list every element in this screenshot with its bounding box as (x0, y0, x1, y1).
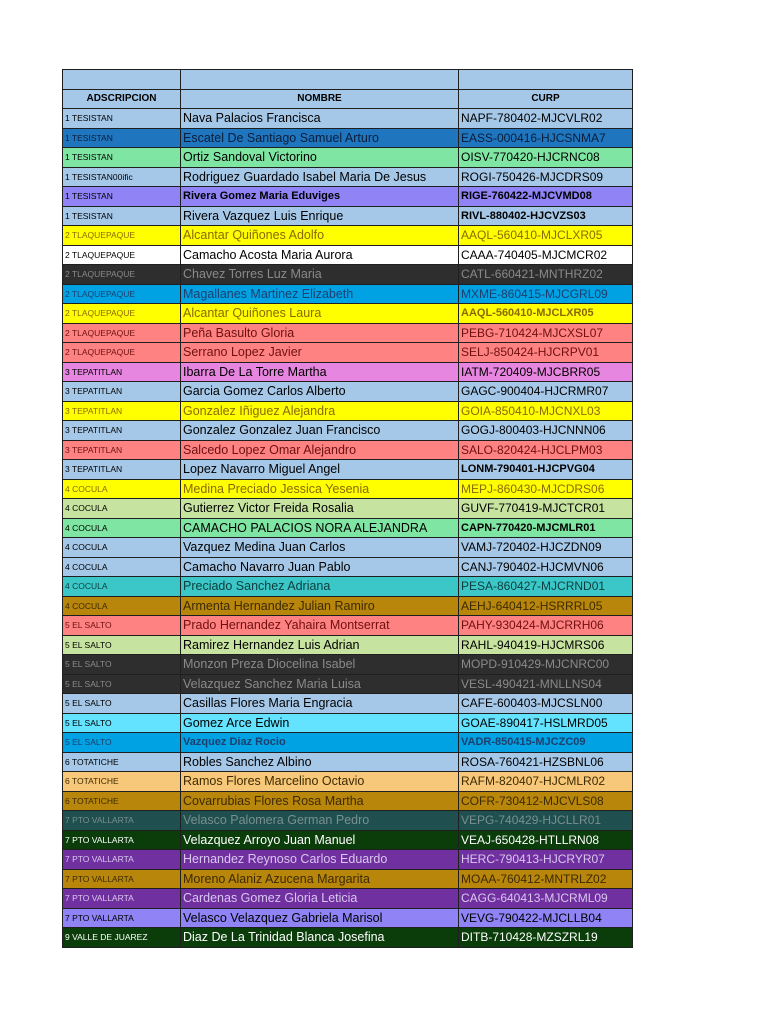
cell-adscripcion: 7 PTO VALLARTA (63, 811, 181, 831)
cell-adscripcion: 4 COCULA (63, 557, 181, 577)
cell-curp: CAAA-740405-MJCMCR02 (459, 245, 633, 265)
cell-curp: SALO-820424-HJCLPM03 (459, 440, 633, 460)
table-row (63, 440, 633, 460)
cell-nombre: Velazquez Sanchez Maria Luisa (181, 674, 459, 694)
empty-header-cell (63, 70, 181, 90)
cell-nombre: Nava Palacios Francisca (181, 109, 459, 129)
cell-curp: CAFE-600403-MJCSLN00 (459, 694, 633, 714)
cell-curp: CAPN-770420-MJCMLR01 (459, 518, 633, 538)
cell-nombre: Ortiz Sandoval Victorino (181, 148, 459, 168)
cell-curp: RIVL-880402-HJCVZS03 (459, 206, 633, 226)
cell-curp: MOAA-760412-MNTRLZ02 (459, 869, 633, 889)
table-row (63, 518, 633, 538)
cell-adscripcion: 5 EL SALTO (63, 655, 181, 675)
cell-nombre: Serrano Lopez Javier (181, 343, 459, 363)
table-row (63, 869, 633, 889)
cell-nombre: Covarrubias Flores Rosa Martha (181, 791, 459, 811)
cell-nombre: Alcantar Quiñones Laura (181, 304, 459, 324)
cell-curp: VEPG-740429-HJCLLR01 (459, 811, 633, 831)
cell-adscripcion: 6 TOTATICHE (63, 752, 181, 772)
table-row (63, 811, 633, 831)
cell-adscripcion: 1 TESISTAN (63, 109, 181, 129)
cell-adscripcion: 1 TESISTAN (63, 206, 181, 226)
cell-nombre: Armenta Hernandez Julian Ramiro (181, 596, 459, 616)
cell-curp: PEBG-710424-MJCXSL07 (459, 323, 633, 343)
cell-adscripcion: 2 TLAQUEPAQUE (63, 226, 181, 246)
cell-curp: RAHL-940419-HJCMRS06 (459, 635, 633, 655)
table-row (63, 382, 633, 402)
cell-adscripcion: 3 TEPATITLAN (63, 460, 181, 480)
cell-nombre: Gonzalez Iñiguez Alejandra (181, 401, 459, 421)
table-row (63, 713, 633, 733)
table-row (63, 733, 633, 753)
cell-adscripcion: 7 PTO VALLARTA (63, 889, 181, 909)
cell-nombre: Ramirez Hernandez Luis Adrian (181, 635, 459, 655)
cell-adscripcion: 5 EL SALTO (63, 713, 181, 733)
header-row (63, 89, 633, 109)
cell-curp: LONM-790401-HJCPVG04 (459, 460, 633, 480)
cell-adscripcion: 4 COCULA (63, 479, 181, 499)
table-row (63, 655, 633, 675)
cell-curp: VAMJ-720402-HJCZDN09 (459, 538, 633, 558)
table-row (63, 752, 633, 772)
cell-nombre: Velasco Velazquez Gabriela Marisol (181, 908, 459, 928)
cell-adscripcion: 1 TESISTAN (63, 148, 181, 168)
cell-nombre: Chavez Torres Luz Maria (181, 265, 459, 285)
cell-nombre: Hernandez Reynoso Carlos Eduardo (181, 850, 459, 870)
cell-nombre: Monzon Preza Diocelina Isabel (181, 655, 459, 675)
cell-adscripcion: 2 TLAQUEPAQUE (63, 245, 181, 265)
table-row (63, 772, 633, 792)
cell-curp: ROSA-760421-HZSBNL06 (459, 752, 633, 772)
cell-curp: AAQL-560410-MJCLXR05 (459, 304, 633, 324)
table-row (63, 830, 633, 850)
cell-adscripcion: 5 EL SALTO (63, 733, 181, 753)
cell-curp: CATL-660421-MNTHRZ02 (459, 265, 633, 285)
cell-nombre: Alcantar Quiñones Adolfo (181, 226, 459, 246)
table-row (63, 304, 633, 324)
cell-adscripcion: 2 TLAQUEPAQUE (63, 284, 181, 304)
cell-nombre: Preciado Sanchez Adriana (181, 577, 459, 597)
cell-curp: OISV-770420-HJCRNC08 (459, 148, 633, 168)
table-row (63, 187, 633, 207)
cell-nombre: Rodriguez Guardado Isabel Maria De Jesus (181, 167, 459, 187)
table-row (63, 245, 633, 265)
cell-nombre: Ibarra De La Torre Martha (181, 362, 459, 382)
cell-curp: DITB-710428-MZSZRL19 (459, 928, 633, 948)
cell-curp: GUVF-770419-MJCTCR01 (459, 499, 633, 519)
table-row (63, 226, 633, 246)
cell-adscripcion: 3 TEPATITLAN (63, 362, 181, 382)
cell-adscripcion: 3 TEPATITLAN (63, 382, 181, 402)
cell-nombre: Vazquez Medina Juan Carlos (181, 538, 459, 558)
cell-nombre: Garcia Gomez Carlos Alberto (181, 382, 459, 402)
cell-curp: EASS-000416-HJCSNMA7 (459, 128, 633, 148)
cell-adscripcion: 7 PTO VALLARTA (63, 830, 181, 850)
table-row (63, 577, 633, 597)
cell-adscripcion: 2 TLAQUEPAQUE (63, 323, 181, 343)
cell-curp: IATM-720409-MJCBRR05 (459, 362, 633, 382)
table-row (63, 908, 633, 928)
cell-nombre: Rivera Vazquez Luis Enrique (181, 206, 459, 226)
table-row (63, 499, 633, 519)
cell-adscripcion: 4 COCULA (63, 499, 181, 519)
table-row (63, 148, 633, 168)
cell-nombre: Velazquez Arroyo Juan Manuel (181, 830, 459, 850)
table-row (63, 323, 633, 343)
table-row (63, 674, 633, 694)
cell-curp: GAGC-900404-HJCRMR07 (459, 382, 633, 402)
table-row (63, 343, 633, 363)
cell-nombre: Rivera Gomez Maria Eduviges (181, 187, 459, 207)
cell-curp: NAPF-780402-MJCVLR02 (459, 109, 633, 129)
header-curp: CURP (459, 89, 633, 109)
cell-adscripcion: 7 PTO VALLARTA (63, 908, 181, 928)
cell-adscripcion: 2 TLAQUEPAQUE (63, 343, 181, 363)
cell-adscripcion: 6 TOTATICHE (63, 791, 181, 811)
table-row (63, 850, 633, 870)
cell-nombre: Prado Hernandez Yahaira Montserrat (181, 616, 459, 636)
cell-nombre: Escatel De Santiago Samuel Arturo (181, 128, 459, 148)
cell-nombre: Vazquez Diaz Rocio (181, 733, 459, 753)
table-row (63, 109, 633, 129)
empty-header-cell (181, 70, 459, 90)
cell-curp: MEPJ-860430-MJCDRS06 (459, 479, 633, 499)
cell-adscripcion: 4 COCULA (63, 596, 181, 616)
cell-adscripcion: 1 TESISTAN (63, 128, 181, 148)
table-row (63, 284, 633, 304)
cell-adscripcion: 5 EL SALTO (63, 616, 181, 636)
cell-curp: CAGG-640413-MJCRML09 (459, 889, 633, 909)
cell-curp: PAHY-930424-MJCRRH06 (459, 616, 633, 636)
cell-nombre: Gutierrez Victor Freida Rosalia (181, 499, 459, 519)
cell-adscripcion: 5 EL SALTO (63, 674, 181, 694)
cell-nombre: Gonzalez Gonzalez Juan Francisco (181, 421, 459, 441)
cell-adscripcion: 3 TEPATITLAN (63, 401, 181, 421)
cell-adscripcion: 7 PTO VALLARTA (63, 850, 181, 870)
table-row (63, 401, 633, 421)
table-row (63, 791, 633, 811)
cell-curp: SELJ-850424-HJCRPV01 (459, 343, 633, 363)
cell-nombre: Moreno Alaniz Azucena Margarita (181, 869, 459, 889)
cell-nombre: Lopez Navarro Miguel Angel (181, 460, 459, 480)
cell-adscripcion: 4 COCULA (63, 538, 181, 558)
cell-nombre: Cardenas Gomez Gloria Leticia (181, 889, 459, 909)
cell-curp: VADR-850415-MJCZC09 (459, 733, 633, 753)
table-row (63, 460, 633, 480)
table-row (63, 889, 633, 909)
cell-adscripcion: 3 TEPATITLAN (63, 421, 181, 441)
cell-nombre: Medina Preciado Jessica Yesenia (181, 479, 459, 499)
cell-adscripcion: 5 EL SALTO (63, 694, 181, 714)
table-row (63, 362, 633, 382)
table-row (63, 265, 633, 285)
cell-nombre: Diaz De La Trinidad Blanca Josefina (181, 928, 459, 948)
cell-adscripcion: 2 TLAQUEPAQUE (63, 265, 181, 285)
cell-curp: VEAJ-650428-HTLLRN08 (459, 830, 633, 850)
cell-nombre: Camacho Acosta Maria Aurora (181, 245, 459, 265)
cell-adscripcion: 3 TEPATITLAN (63, 440, 181, 460)
cell-nombre: Magallanes Martinez Elizabeth (181, 284, 459, 304)
cell-curp: VESL-490421-MNLLNS04 (459, 674, 633, 694)
cell-nombre: Peña Basulto Gloria (181, 323, 459, 343)
empty-header-cell (459, 70, 633, 90)
cell-adscripcion: 4 COCULA (63, 577, 181, 597)
table-row (63, 616, 633, 636)
cell-curp: AAQL-560410-MJCLXR05 (459, 226, 633, 246)
cell-curp: ROGI-750426-MJCDRS09 (459, 167, 633, 187)
cell-adscripcion: 1 TESISTAN (63, 187, 181, 207)
cell-curp: MXME-860415-MJCGRL09 (459, 284, 633, 304)
cell-nombre: Robles Sanchez Albino (181, 752, 459, 772)
cell-curp: MOPD-910429-MJCNRC00 (459, 655, 633, 675)
cell-adscripcion: 9 VALLE DE JUAREZ (63, 928, 181, 948)
table-row (63, 479, 633, 499)
cell-curp: GOAE-890417-HSLMRD05 (459, 713, 633, 733)
cell-curp: CANJ-790402-HJCMVN06 (459, 557, 633, 577)
cell-nombre: Camacho Navarro Juan Pablo (181, 557, 459, 577)
table-row (63, 694, 633, 714)
cell-curp: AEHJ-640412-HSRRRL05 (459, 596, 633, 616)
cell-adscripcion: 1 TESISTAN00ific (63, 167, 181, 187)
cell-nombre: Casillas Flores Maria Engracia (181, 694, 459, 714)
cell-adscripcion: 4 COCULA (63, 518, 181, 538)
header-nombre: NOMBRE (181, 89, 459, 109)
cell-nombre: Gomez Arce Edwin (181, 713, 459, 733)
header-adscripcion: ADSCRIPCION (63, 89, 181, 109)
table-row (63, 557, 633, 577)
header-spacer-row (63, 70, 633, 90)
data-table (62, 69, 633, 948)
table-row (63, 635, 633, 655)
table-row (63, 596, 633, 616)
cell-curp: GOGJ-800403-HJCNNN06 (459, 421, 633, 441)
cell-nombre: Salcedo Lopez Omar Alejandro (181, 440, 459, 460)
cell-curp: COFR-730412-MJCVLS08 (459, 791, 633, 811)
cell-adscripcion: 5 EL SALTO (63, 635, 181, 655)
cell-curp: RIGE-760422-MJCVMD08 (459, 187, 633, 207)
cell-curp: VEVG-790422-MJCLLB04 (459, 908, 633, 928)
table-row (63, 928, 633, 948)
cell-curp: HERC-790413-HJCRYR07 (459, 850, 633, 870)
cell-adscripcion: 6 TOTATICHE (63, 772, 181, 792)
table-row (63, 206, 633, 226)
cell-nombre: CAMACHO PALACIOS NORA ALEJANDRA (181, 518, 459, 538)
cell-nombre: Ramos Flores Marcelino Octavio (181, 772, 459, 792)
cell-adscripcion: 2 TLAQUEPAQUE (63, 304, 181, 324)
cell-curp: GOIA-850410-MJCNXL03 (459, 401, 633, 421)
table-row (63, 167, 633, 187)
cell-nombre: Velasco Palomera German Pedro (181, 811, 459, 831)
cell-curp: PESA-860427-MJCRND01 (459, 577, 633, 597)
table-row (63, 538, 633, 558)
cell-adscripcion: 7 PTO VALLARTA (63, 869, 181, 889)
table-row (63, 128, 633, 148)
table-row (63, 421, 633, 441)
cell-curp: RAFM-820407-HJCMLR02 (459, 772, 633, 792)
